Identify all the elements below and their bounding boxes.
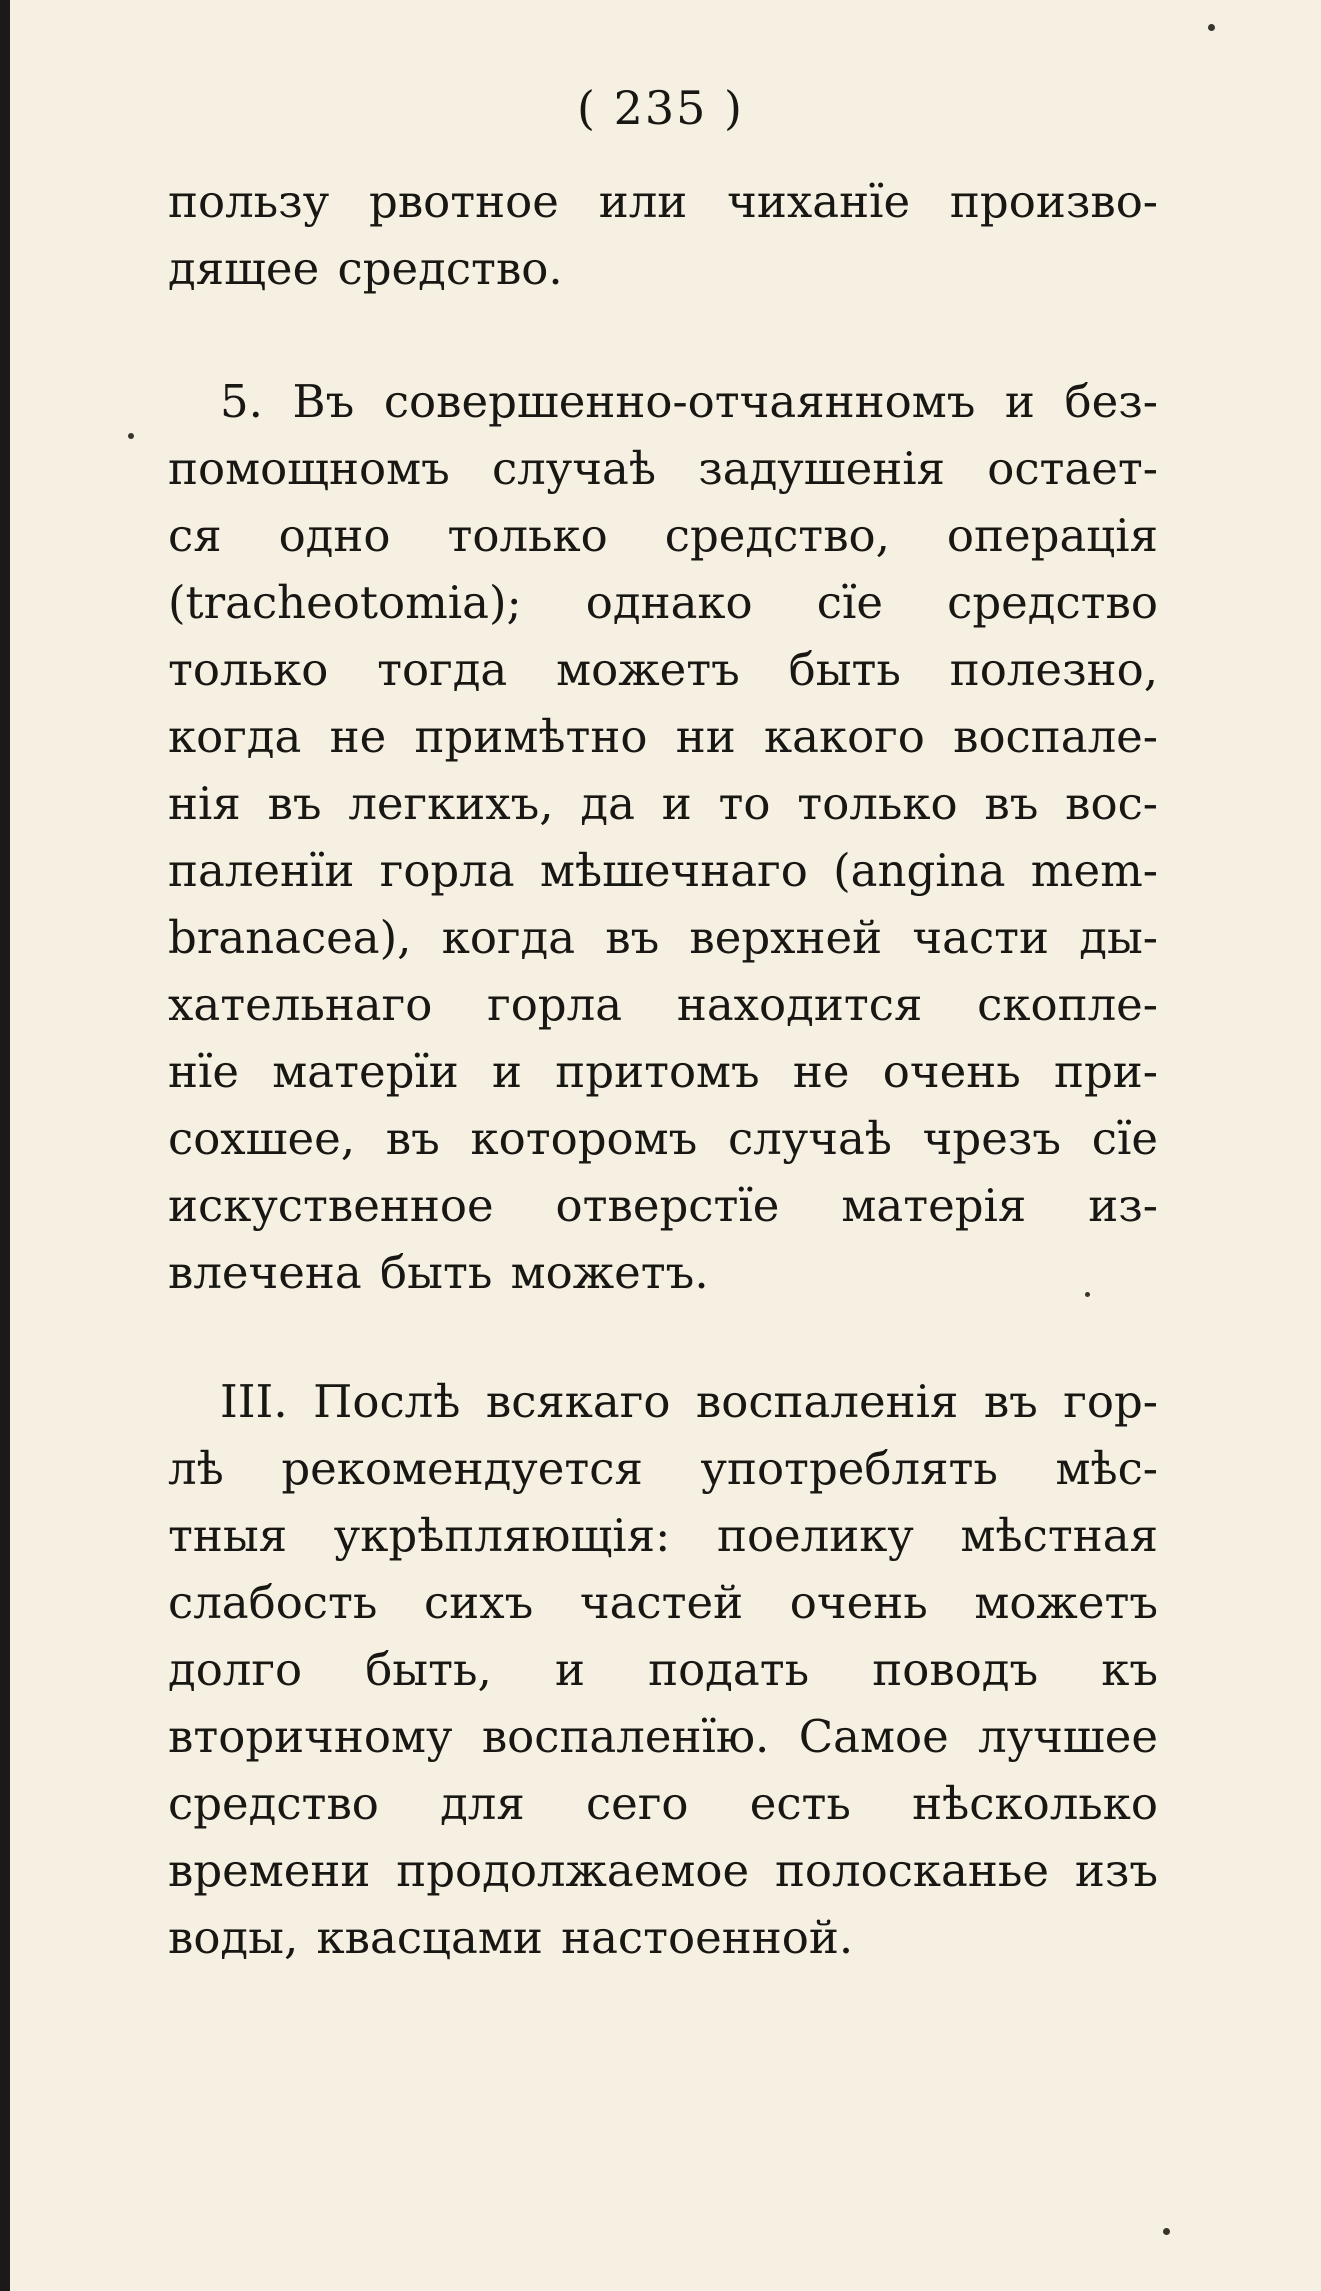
text-line: вторичному воспаленїю. Самое лучшее (168, 1710, 1158, 1763)
page-binding-edge (0, 0, 10, 2291)
text-line: времени продолжаемое полосканье изъ (168, 1844, 1158, 1897)
paper-speck (1208, 24, 1215, 31)
text-line: нїе матерїи и притомъ не очень при- (168, 1045, 1158, 1098)
text-line: 5. Въ совершенно-отчаянномъ и без- (220, 375, 1158, 428)
text-line: дящее средство. (168, 242, 563, 295)
continuation-paragraph (168, 168, 1158, 302)
section-5-paragraph (168, 368, 1158, 1306)
text-line: III. Послѣ всякаго воспаленія въ гор- (220, 1375, 1158, 1428)
text-line: branacea), когда въ верхней части ды- (168, 911, 1158, 964)
text-line: пользу рвотное или чиханїе произво- (168, 175, 1158, 228)
text-line: ся одно только средство, операція (168, 509, 1158, 562)
text-line: искуственное отверстїе матерія из- (168, 1179, 1158, 1232)
text-line: нія въ легкихъ, да и то только въ вос- (168, 777, 1158, 830)
text-line: только тогда можетъ быть полезно, (168, 643, 1158, 696)
text-line: хательнаго горла находится скопле- (168, 978, 1158, 1031)
page-number: ( 235 ) (577, 81, 744, 135)
text-line: долго быть, и подать поводъ къ (168, 1643, 1158, 1696)
text-line: воды, квасцами настоенной. (168, 1911, 854, 1964)
paper-speck (128, 433, 134, 439)
text-line: когда не примѣтно ни какого воспале- (168, 710, 1158, 763)
text-line: слабость сихъ частей очень можетъ (168, 1576, 1158, 1629)
text-line: помощномъ случаѣ задушенія остает- (168, 442, 1158, 495)
text-line: лѣ рекомендуется употреблять мѣс- (168, 1442, 1158, 1495)
text-line: тныя укрѣпляющія: поелику мѣстная (168, 1509, 1158, 1562)
text-line: паленїи горла мѣшечнаго (angina mem- (168, 844, 1158, 897)
section-III-paragraph (168, 1368, 1158, 1971)
text-line: сохшее, въ которомъ случаѣ чрезъ сїе (168, 1112, 1158, 1165)
paper-speck (1163, 2228, 1170, 2235)
text-line: (tracheotomia); однако сїе средство (168, 576, 1158, 629)
paper-speck (1085, 1292, 1090, 1297)
text-line: влечена быть можетъ. (168, 1246, 709, 1299)
text-line: средство для сего есть нѣсколько (168, 1777, 1158, 1830)
